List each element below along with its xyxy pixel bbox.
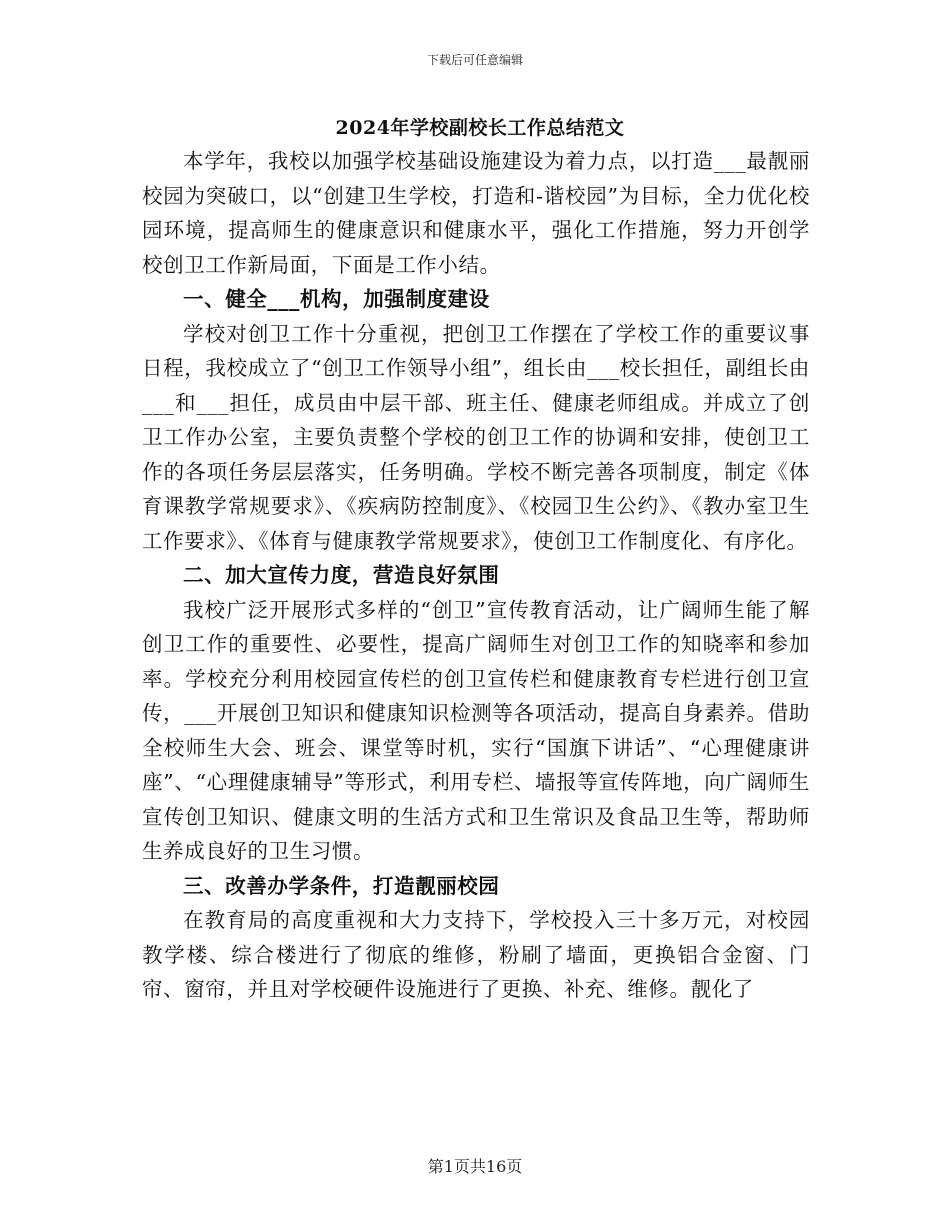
intro-paragraph: 本学年，我校以加强学校基础设施建设为着力点，以打造___最靓丽校园为突破口，以“创建卫生学校，打造和-谐校园”为目标，全力优化校园环境，提高师生的健康意识和健康水平，强化工作措施，努力开创学校创卫工作新局面，下面是工作小结。 — [142, 149, 810, 277]
document-title: 2024年学校副校长工作总结范文 — [335, 117, 625, 139]
section-heading-3: 三、改善办学条件，打造靓丽校园 — [183, 873, 500, 898]
document-body — [142, 112, 810, 1007]
section-body-1: 学校对创卫工作十分重视，把创卫工作摆在了学校工作的重要议事日程，我校成立了“创卫工作领导小组”，组长由___校长担任，副组长由___和___担任，成员由中层干部、班主任、健康老师组成。并成立了创卫工作办公室，主要负责整个学校的创卫工作的协调和安排，使创卫工作的各项任务层层落实，任务明确。学校不断完善各项制度，制定《体育课教学常规要求》、《疾病防控制度》、《校园卫生公约》、《教办室卫生工作要求》、《体育与健康教学常规要求》，使创卫工作制度化、有序化。 — [142, 321, 810, 553]
page-header-note: 下载后可任意编辑 — [426, 53, 523, 67]
section-heading-2: 二、加大宣传力度，营造良好氛围 — [183, 563, 500, 587]
page-footer-page-number: 第1页共16页 — [427, 1157, 523, 1176]
section-body-2: 我校广泛开展形式多样的“创卫”宣传教育活动，让广阔师生能了解创卫工作的重要性、必要性，提高广阔师生对创卫工作的知晓率和参加率。学校充分利用校园宣传栏的创卫宣传栏和健康教育专栏进行创卫宣传，___开展创卫知识和健康知识检测等各项活动，提高自身素养。借助全校师生大会、班会、课堂等时机，实行“国旗下讲话”、“心理健康讲座”、“心理健康辅导”等形式，利用专栏、墙报等宣传阵地，向广阔师生宣传创卫知识、健康文明的生活方式和卫生常识及食品卫生等，帮助师生养成良好的卫生习惯。 — [142, 597, 810, 863]
section-heading-1: 一、健全___机构，加强制度建设 — [183, 287, 490, 311]
section-body-3: 在教育局的高度重视和大力支持下，学校投入三十多万元，对校园教学楼、综合楼进行了彻底的维修，粉刷了墙面，更换铝合金窗、门帘、窗帘，并且对学校硬件设施进行了更换、补充、维修。靓化了 — [142, 908, 810, 1001]
